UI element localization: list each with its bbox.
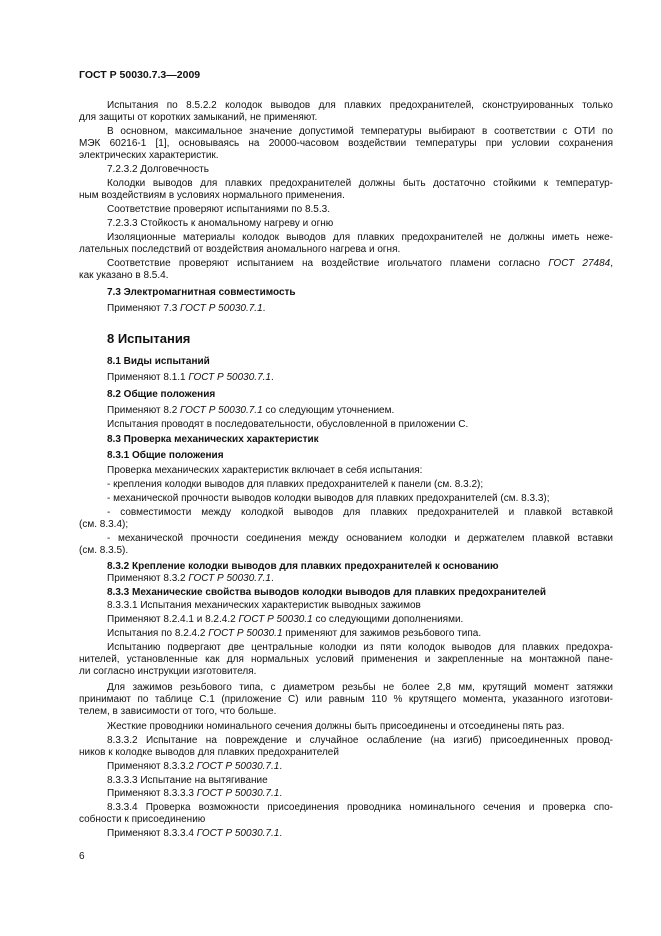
clause-heading: 8.3.3.2 Испытание на повреждение и случайное ослабление (на изгиб) присоединенных провод- (107, 735, 613, 746)
chapter-heading: 8 Испытания (107, 331, 191, 346)
clause-heading: собности к присоединению (79, 814, 206, 825)
list-item: (см. 8.3.4); (79, 519, 129, 530)
standard-reference: ГОСТ Р 50030.7.1 (180, 303, 263, 314)
list-item: - совместимости между колодкой выводов для плавких предохранителей и плавкой вставкой (107, 507, 613, 518)
paragraph-line: Применяют 8.3.2 ГОСТ Р 50030.7.1. (107, 573, 274, 584)
paragraph-line: как указано в 8.5.4. (79, 270, 169, 281)
paragraph-line: принимают по таблице С.1 (приложение С) или равным 110 % крутящего момента, указанного изготови- (79, 694, 613, 705)
standard-reference: ГОСТ Р 50030.7.1 (196, 788, 280, 799)
clause-heading: ников к колодке выводов для плавких предохранителей (79, 747, 339, 758)
section-heading: 8.1 Виды испытаний (107, 356, 210, 367)
list-item: (см. 8.3.5). (79, 545, 129, 556)
paragraph-line: Проверка механических характеристик включает в себя испытания: (107, 465, 423, 476)
paragraph-line: Испытания по 8.5.2.2 колодок выводов для плавких предохранителей, сконструированных только (107, 100, 613, 111)
paragraph-line: Применяют 8.3.3.4 ГОСТ Р 50030.7.1. (107, 828, 283, 839)
paragraph-line: Испытанию подвергают две центральные колодки из пяти колодок выводов для плавких предохра- (107, 642, 613, 653)
list-item: - механической прочности соединения между основанием колодки и держателем плавкой вставки (107, 533, 613, 544)
paragraph-line: Испытания по 8.2.4.2 ГОСТ Р 50030.1 применяют для зажимов резьбового типа. (107, 628, 482, 639)
clause-heading: 8.3.3.4 Проверка возможности присоединения проводника номинального сечения и проверка спо- (107, 802, 613, 813)
section-heading: 7.3 Электромагнитная совместимость (107, 287, 296, 298)
standard-reference: ГОСТ Р 50030.7.1 (196, 828, 280, 839)
section-heading: 8.2 Общие положения (107, 389, 216, 400)
paragraph-line: телем, в зависимости от того, что больше. (79, 706, 277, 717)
paragraph-line: Изоляционные материалы колодок выводов для плавких предохранителей не должны иметь неже- (107, 232, 613, 243)
paragraph-line: Соответствие проверяют испытаниями по 8.5.3. (107, 204, 330, 215)
paragraph-line: Применяют 8.3.3.3 ГОСТ Р 50030.7.1. (107, 788, 283, 799)
section-heading: 8.3.2 Крепление колодки выводов для плавких предохранителей к основанию (107, 561, 499, 572)
clause-heading: 7.2.3.3 Стойкость к аномальному нагреву и огню (107, 218, 334, 229)
paragraph-line: лательных последствий от воздействия аномального нагрева и огня. (79, 244, 401, 255)
standard-reference: ГОСТ Р 50030.7.1 (188, 372, 271, 383)
paragraph-line: электрических характеристик. (79, 150, 219, 161)
clause-heading: 8.3.3.1 Испытания механических характеристик выводных зажимов (107, 600, 421, 611)
paragraph-line: Соответствие проверяют испытанием на воздействие игольчатого пламени согласно ГОСТ 27484, (107, 258, 613, 269)
paragraph-line: Применяют 8.1.1 ГОСТ Р 50030.7.1. (107, 372, 274, 383)
section-heading: 8.3.3 Механические свойства выводов колодки выводов для плавких предохранителей (107, 587, 546, 598)
paragraph-line: В основном, максимальное значение допустимой температуры выбирают в соответствии с ОТИ по (107, 126, 613, 137)
paragraph-line: Жесткие проводники номинального сечения должны быть присоединены и отсоединены пять раз. (107, 721, 565, 732)
standard-reference: ГОСТ Р 50030.7.1 (180, 405, 263, 416)
paragraph-line: Колодки выводов для плавких предохранителей должны быть достаточно стойкими к температур- (107, 178, 613, 189)
paragraph-line: для защиты от коротких замыканий, не применяют. (79, 112, 318, 123)
list-item: - механической прочности выводов колодки выводов для плавких предохранителей (см. 8.3.3); (107, 493, 550, 504)
section-heading: 8.3 Проверка механических характеристик (107, 434, 319, 445)
standard-reference: ГОСТ Р 50030.7.1 (196, 761, 280, 772)
clause-heading: 7.2.3.2 Долговечность (107, 164, 209, 175)
list-item: - крепления колодки выводов для плавких предохранителей к панели (см. 8.3.2); (107, 479, 484, 490)
paragraph-line: ли согласно инструкции изготовителя. (79, 666, 257, 677)
paragraph-line: Применяют 8.2 ГОСТ Р 50030.7.1 со следующим уточнением. (107, 405, 395, 416)
paragraph-line: Применяют 8.3.3.2 ГОСТ Р 50030.7.1. (107, 761, 283, 772)
standard-reference: ГОСТ Р 50030.1 (208, 628, 283, 639)
paragraph-line: ным воздействиям в условиях нормального применения. (79, 190, 345, 201)
standard-reference: ГОСТ Р 50030.1 (238, 614, 313, 625)
section-heading: 8.3.1 Общие положения (107, 450, 224, 461)
paragraph-line: нителей, установленные как для нормальных условий применения и закрепленные на монтажной пане- (79, 654, 613, 665)
paragraph-line: Испытания проводят в последовательности, обусловленной в приложении С. (107, 419, 469, 430)
paragraph-line: Применяют 7.3 ГОСТ Р 50030.7.1. (107, 303, 266, 314)
paragraph-line: Для зажимов резьбового типа, с диаметром резьбы не более 2,8 мм, крутящий момент затяжки (107, 682, 613, 693)
paragraph-line: Применяют 8.2.4.1 и 8.2.4.2 ГОСТ Р 50030.1 со следующими дополнениями. (107, 614, 464, 625)
paragraph-line: МЭК 60216-1 [1], основываясь на 20000-часовом воздействии температуры при условии сохранения (79, 138, 613, 149)
standard-reference: ГОСТ Р 50030.7.1 (188, 573, 271, 584)
clause-heading: 8.3.3.3 Испытание на вытягивание (107, 775, 268, 786)
page-header: ГОСТ Р 50030.7.3—2009 (79, 69, 201, 81)
page-number: 6 (79, 851, 85, 862)
standard-reference: ГОСТ 27484 (548, 258, 611, 269)
